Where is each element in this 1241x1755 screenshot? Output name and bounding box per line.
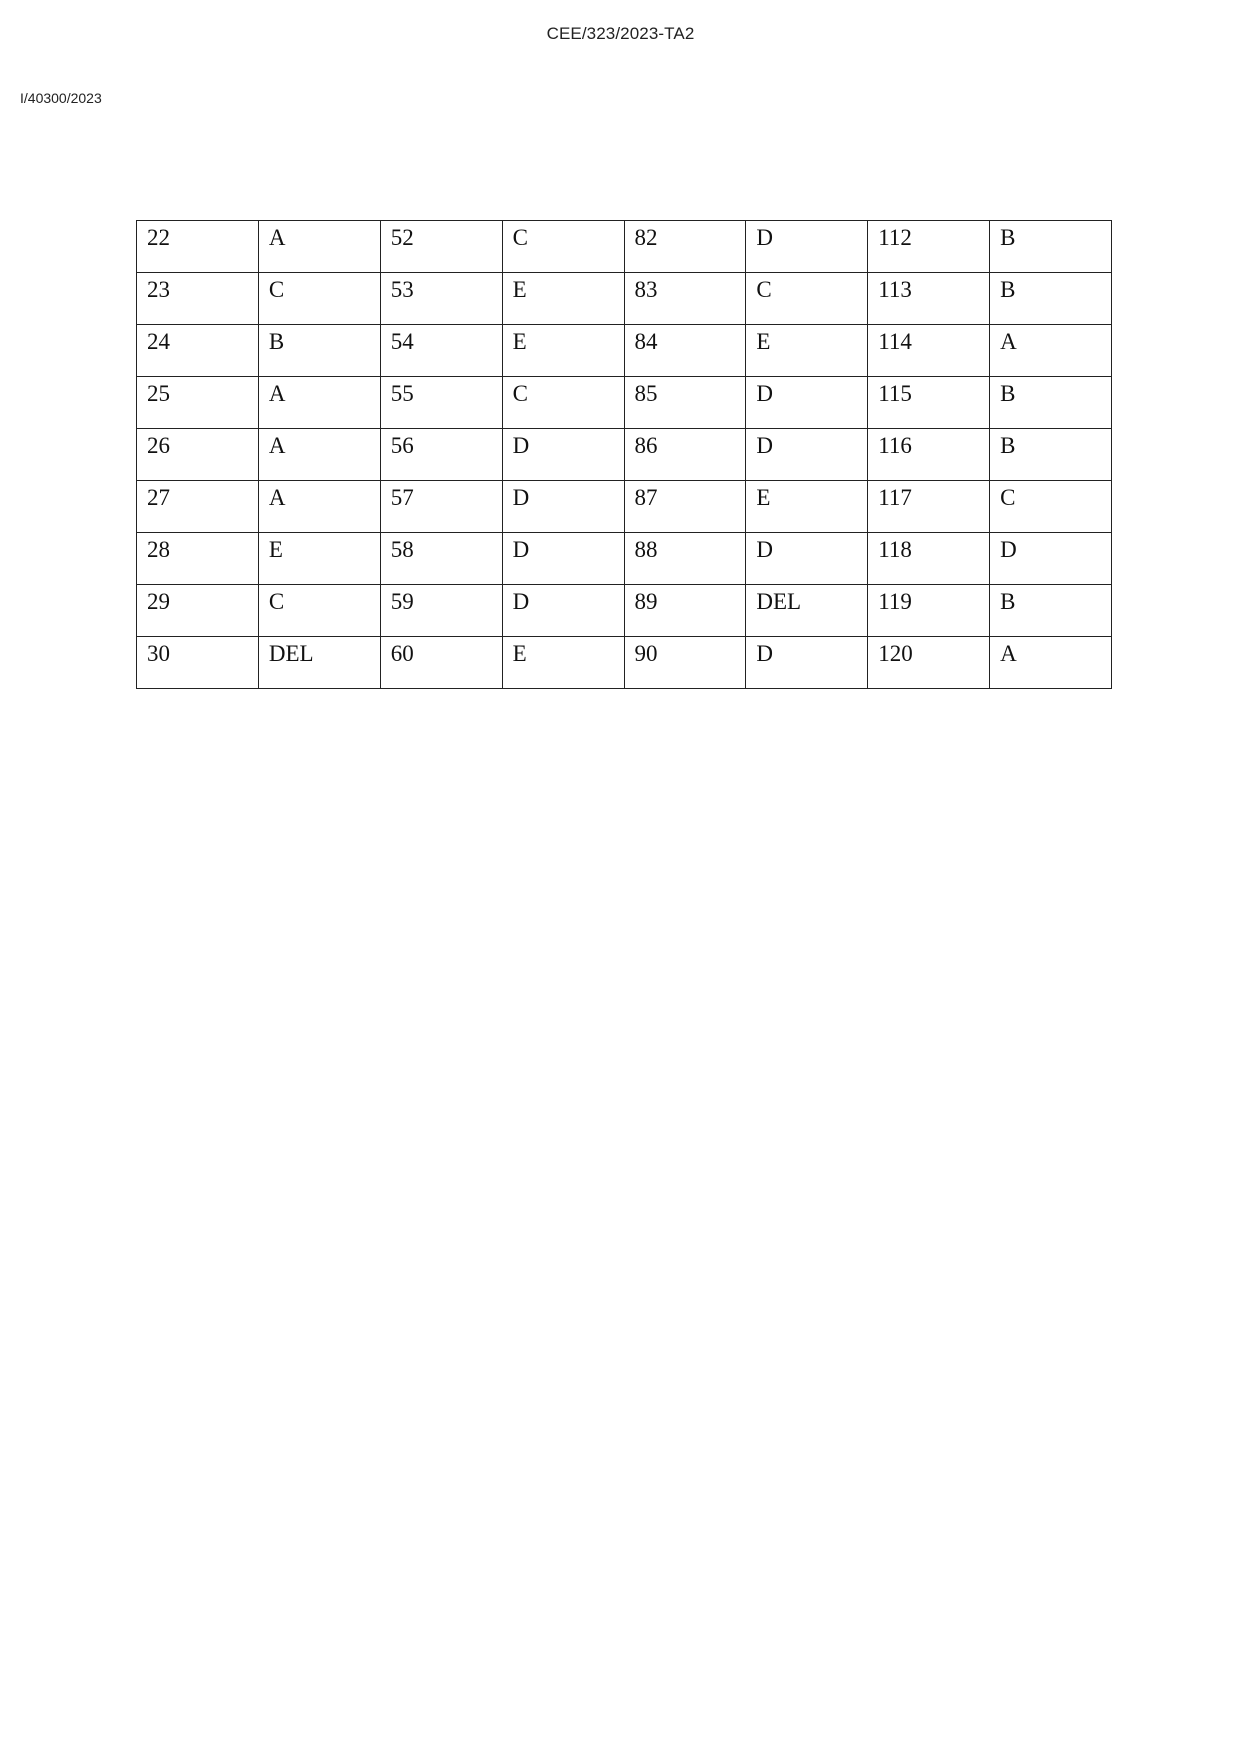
answer-cell: C [258, 273, 380, 325]
answer-cell: C [990, 481, 1112, 533]
question-number: 22 [137, 221, 259, 273]
answer-cell: A [258, 221, 380, 273]
question-number: 113 [868, 273, 990, 325]
question-number: 119 [868, 585, 990, 637]
answer-cell: E [502, 273, 624, 325]
answer-cell: A [258, 429, 380, 481]
answer-cell: E [258, 533, 380, 585]
answer-cell: C [258, 585, 380, 637]
answer-cell: C [502, 221, 624, 273]
question-number: 90 [624, 637, 746, 689]
question-number: 60 [380, 637, 502, 689]
answer-cell: A [990, 637, 1112, 689]
table-row [137, 533, 1112, 585]
question-number: 58 [380, 533, 502, 585]
question-number: 112 [868, 221, 990, 273]
question-number: 26 [137, 429, 259, 481]
answer-cell: E [746, 481, 868, 533]
question-number: 117 [868, 481, 990, 533]
answer-cell: D [746, 637, 868, 689]
table-row [137, 481, 1112, 533]
answer-cell: B [990, 273, 1112, 325]
answer-cell: D [502, 481, 624, 533]
question-number: 56 [380, 429, 502, 481]
answer-cell: D [502, 429, 624, 481]
file-reference: I/40300/2023 [20, 90, 102, 106]
question-number: 85 [624, 377, 746, 429]
answer-cell: B [990, 377, 1112, 429]
question-number: 82 [624, 221, 746, 273]
answer-cell: D [746, 221, 868, 273]
answer-cell: B [258, 325, 380, 377]
question-number: 23 [137, 273, 259, 325]
question-number: 54 [380, 325, 502, 377]
answer-cell: A [258, 377, 380, 429]
answer-cell: E [502, 325, 624, 377]
question-number: 89 [624, 585, 746, 637]
table-row [137, 429, 1112, 481]
question-number: 116 [868, 429, 990, 481]
question-number: 53 [380, 273, 502, 325]
question-number: 57 [380, 481, 502, 533]
question-number: 28 [137, 533, 259, 585]
question-number: 83 [624, 273, 746, 325]
question-number: 88 [624, 533, 746, 585]
answer-cell: D [746, 533, 868, 585]
answer-cell: E [746, 325, 868, 377]
question-number: 25 [137, 377, 259, 429]
document-code: CEE/323/2023-TA2 [546, 24, 695, 43]
table-row [137, 221, 1112, 273]
question-number: 86 [624, 429, 746, 481]
question-number: 87 [624, 481, 746, 533]
question-number: 115 [868, 377, 990, 429]
answer-cell: D [746, 429, 868, 481]
question-number: 30 [137, 637, 259, 689]
question-number: 84 [624, 325, 746, 377]
question-number: 29 [137, 585, 259, 637]
answer-cell: D [990, 533, 1112, 585]
question-number: 59 [380, 585, 502, 637]
answer-cell: C [746, 273, 868, 325]
answer-cell: DEL [258, 637, 380, 689]
question-number: 120 [868, 637, 990, 689]
question-number: 24 [137, 325, 259, 377]
answer-cell: DEL [746, 585, 868, 637]
answer-cell: D [502, 533, 624, 585]
table-row [137, 273, 1112, 325]
question-number: 55 [380, 377, 502, 429]
question-number: 52 [380, 221, 502, 273]
question-number: 114 [868, 325, 990, 377]
table-row [137, 585, 1112, 637]
answer-cell: B [990, 585, 1112, 637]
answer-cell: A [990, 325, 1112, 377]
table-row [137, 325, 1112, 377]
table-row [137, 637, 1112, 689]
answer-cell: D [746, 377, 868, 429]
answer-cell: E [502, 637, 624, 689]
answer-cell: B [990, 221, 1112, 273]
answer-cell: B [990, 429, 1112, 481]
answer-cell: C [502, 377, 624, 429]
question-number: 27 [137, 481, 259, 533]
answer-key-table [136, 220, 1112, 689]
answer-cell: A [258, 481, 380, 533]
question-number: 118 [868, 533, 990, 585]
table-row [137, 377, 1112, 429]
answer-cell: D [502, 585, 624, 637]
